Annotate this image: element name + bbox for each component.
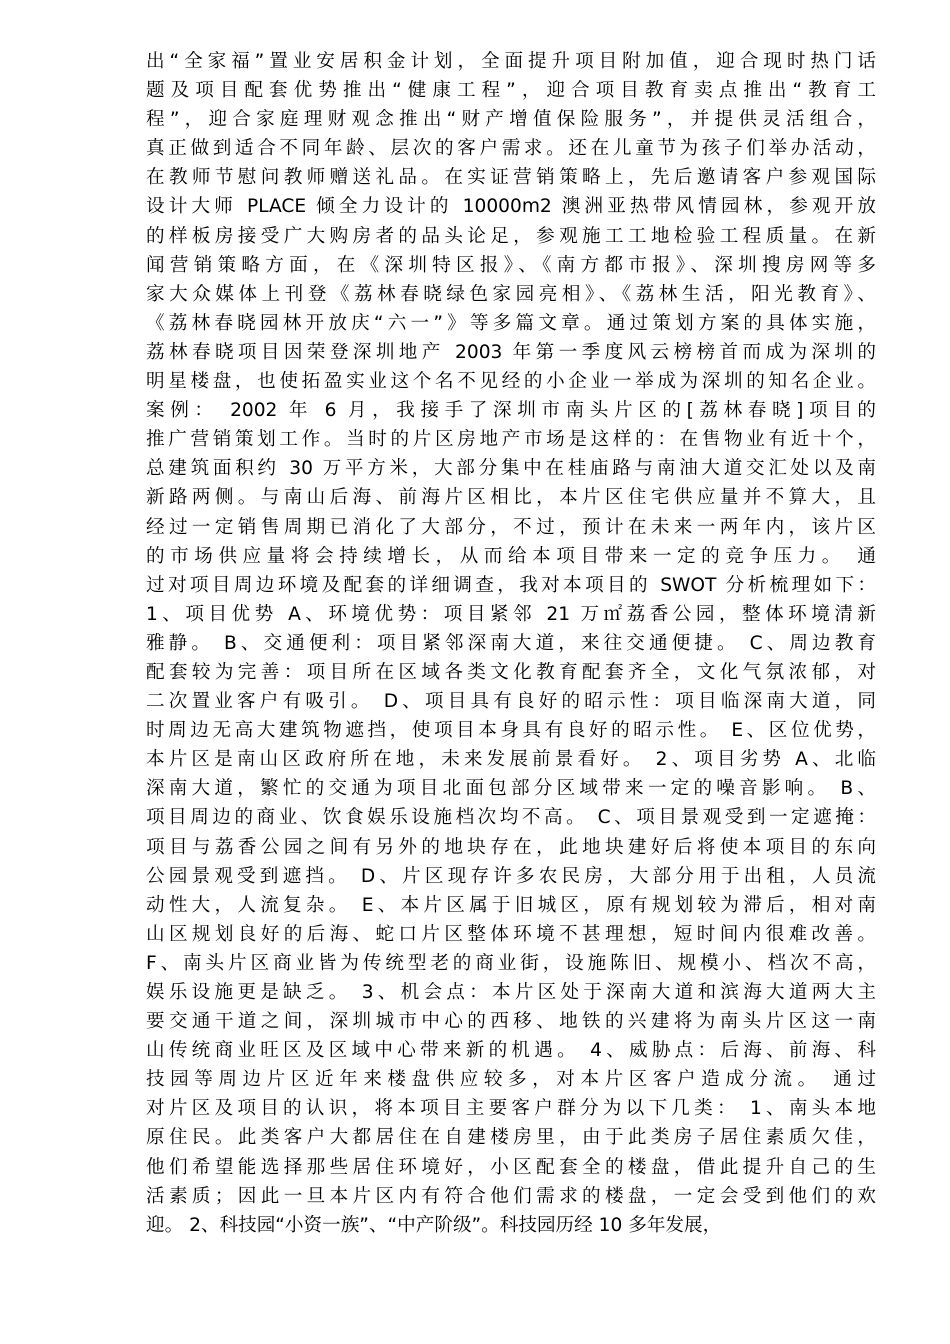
- text-line: 案例： 2002 年 6 月，我接手了深圳市南头片区的[荔林春晓]项目的: [146, 400, 876, 422]
- text-line: 的样板房接受广大购房者的品头论足，参观施工工地检验工程质量。在新: [146, 225, 876, 247]
- text-line: 程”，迎合家庭理财观念推出“财产增值保险服务”，并提供灵活组合，: [146, 109, 876, 131]
- text-line: 推广营销策划工作。当时的片区房地产市场是这样的：在售物业有近十个，: [146, 429, 876, 451]
- text-line: 原住民。此类客户大都居住在自建楼房里，由于此类房子居住素质欠佳，: [146, 1127, 876, 1149]
- text-line: 迎。 2、科技园“小资一族”、“中产阶级”。科技园历经 10 多年发展，: [146, 1214, 722, 1236]
- text-line: 他们希望能选择那些居住环境好，小区配套全的楼盘，借此提升自己的生: [146, 1156, 876, 1178]
- text-line: 要交通干道之间，深圳城市中心的西移、地铁的兴建将为南头片区这一南: [146, 1011, 876, 1033]
- text-line: 山区规划良好的后海、蛇口片区整体环境不甚理想，短时间内很难改善。: [146, 923, 876, 945]
- text-line: 新路两侧。与南山后海、前海片区相比，本片区住宅供应量并不算大，且: [146, 487, 876, 509]
- text-line: F、南头片区商业皆为传统型老的商业街，设施陈旧、规模小、档次不高，: [146, 952, 876, 974]
- text-line: 总建筑面积约 30 万平方米，大部分集中在桂庙路与南油大道交汇处以及南: [146, 458, 876, 480]
- text-line: 雅静。 B、交通便利：项目紧邻深南大道，来往交通便捷。 C、周边教育: [146, 632, 876, 654]
- text-line: 本片区是南山区政府所在地，未来发展前景看好。 2、项目劣势 A、北临: [146, 749, 876, 771]
- text-line: 设计大师 PLACE 倾全力设计的 10000m2 澳洲亚热带风情园林，参观开放: [146, 196, 876, 218]
- text-line: 闻营销策略方面，在《深圳特区报》、《南方都市报》、深圳搜房网等多: [146, 254, 876, 276]
- text-line: 二次置业客户有吸引。 D、项目具有良好的昭示性：项目临深南大道，同: [146, 691, 876, 713]
- text-line: 动性大，人流复杂。 E、本片区属于旧城区，原有规划较为滞后，相对南: [146, 894, 876, 916]
- text-line: 配套较为完善：项目所在区域各类文化教育配套齐全，文化气氛浓郁，对: [146, 661, 876, 683]
- text-line: 项目周边的商业、饮食娱乐设施档次均不高。 C、项目景观受到一定遮掩：: [146, 807, 876, 829]
- text-line: 公园景观受到遮挡。 D、片区现存许多农民房，大部分用于出租，人员流: [146, 865, 876, 887]
- text-line: 家大众媒体上刊登《荔林春晓绿色家园亮相》、《荔林生活，阳光教育》、: [146, 283, 876, 305]
- text-line: 明星楼盘，也使拓盈实业这个名不见经的小企业一举成为深圳的知名企业。: [146, 371, 876, 393]
- text-line: 技园等周边片区近年来楼盘供应较多，对本片区客户造成分流。 通过: [146, 1069, 876, 1091]
- text-line: 活素质；因此一旦本片区内有符合他们需求的楼盘，一定会受到他们的欢: [146, 1185, 876, 1207]
- text-line: 的市场供应量将会持续增长，从而给本项目带来一定的竞争压力。 通: [146, 545, 876, 567]
- text-line: 娱乐设施更是缺乏。 3、机会点：本片区处于深南大道和滨海大道两大主: [146, 982, 876, 1003]
- text-line: 《荔林春晓园林开放庆“六一”》等多篇文章。通过策划方案的具体实施，: [146, 312, 876, 334]
- text-line: 时周边无高大建筑物遮挡，使项目本身具有良好的昭示性。 E、区位优势，: [146, 720, 876, 742]
- text-line: 出“全家福”置业安居积金计划，全面提升项目附加值，迎合现时热门话: [146, 51, 876, 72]
- document-page: [146, 47, 876, 1240]
- text-line: 题及项目配套优势推出“健康工程”，迎合项目教育卖点推出“教育工: [146, 80, 876, 102]
- text-line: 过对项目周边环境及配套的详细调查，我对本项目的 SWOT 分析梳理如下：: [146, 574, 876, 596]
- text-line: 项目与荔香公园之间有另外的地块存在，此地块建好后将使本项目的东向: [146, 836, 876, 858]
- text-line: 在教师节慰问教师赠送礼品。在实证营销策略上，先后邀请客户参观国际: [146, 167, 876, 189]
- text-line: 经过一定销售周期已消化了大部分，不过，预计在未来一两年内，该片区: [146, 516, 876, 538]
- text-line: 对片区及项目的认识，将本项目主要客户群分为以下几类： 1、南头本地: [146, 1098, 876, 1120]
- text-line: 真正做到适合不同年龄、层次的客户需求。还在儿童节为孩子们举办活动，: [146, 138, 876, 160]
- text-line: 深南大道，繁忙的交通为项目北面包部分区域带来一定的噪音影响。 B、: [146, 778, 876, 800]
- text-line: 山传统商业旺区及区域中心带来新的机遇。 4、威胁点：后海、前海、科: [146, 1040, 876, 1062]
- text-line: 荔林春晓项目因荣登深圳地产 2003 年第一季度风云榜榜首而成为深圳的: [146, 341, 876, 363]
- text-line: 1、项目优势 A、环境优势：项目紧邻 21 万㎡荔香公园，整体环境清新: [146, 603, 876, 625]
